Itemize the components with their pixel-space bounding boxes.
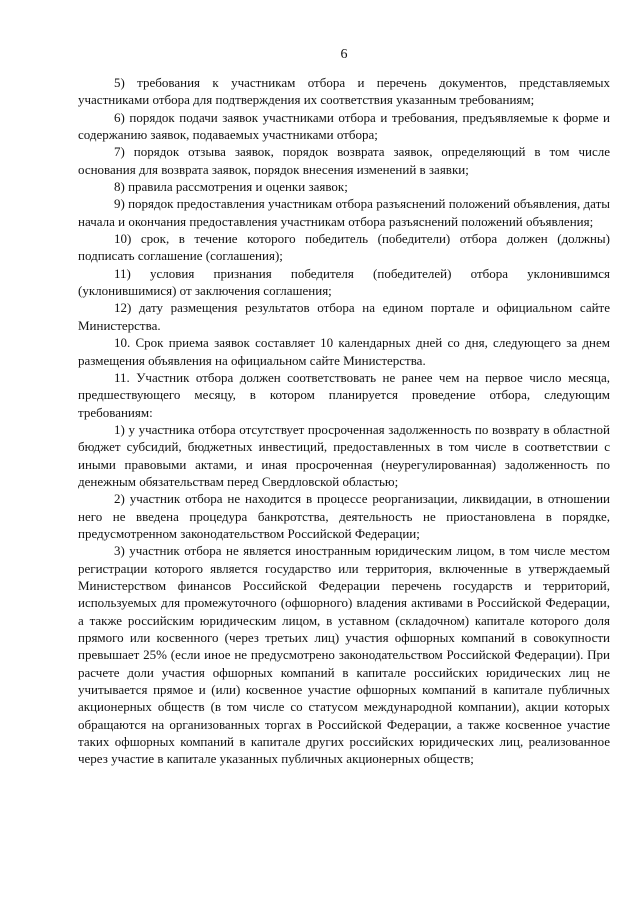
paragraph-item-8: 8) правила рассмотрения и оценки заявок; — [114, 179, 348, 195]
page-number: 6 — [340, 47, 348, 62]
paragraph-item-11: 11) условия признания победителя (победителей) отбора уклонившимся (уклонившимися) от заключения соглашения; — [78, 265, 610, 299]
document-page — [78, 0, 610, 768]
requirement-3: 3) участник отбора не является иностранным юридическим лицом, в том числе местом регистрации которого является государство или территория, включенные в утверждаемый Министерством финансов Российской Федерации перечень государств и территорий, используемых для промежуточного (офшорного) владения активами в Российской Федерации, а также российским юридическим лицом, в уставном (складочном) капитале которого доля прямого или косвенного (через третьих лиц) участия офшорных компаний в совокупности превышает 25% (если иное не предусмотрено законодательством Российской Федерации). При расчете доли участия офшорных компаний в капитале российских юридических лиц не учитывается прямое и (или) косвенное участие офшорных компаний в капитале публичных акционерных обществ (в том числе со статусом международной компании), акции которых обращаются на организованных торгах в Российской Федерации, а также косвенное участие таких офшорных компаний в капитале других российских юридических лиц, реализованное через участие в капитале указанных публичных акционерных обществ; — [78, 543, 610, 767]
paragraph-item-6: 6) порядок подачи заявок участниками отбора и требования, предъявляемые к форме и содержанию заявок, подаваемых участниками отбора; — [78, 109, 610, 143]
paragraph-item-5: 5) требования к участникам отбора и перечень документов, представляемых участниками отбора для подтверждения их соответствия указанным требованиям; — [78, 75, 610, 108]
paragraph-item-7: 7) порядок отзыва заявок, порядок возврата заявок, определяющий в том числе основания для возврата заявок, порядок внесения изменений в заявки; — [78, 144, 610, 177]
requirement-1: 1) у участника отбора отсутствует просроченная задолженность по возврату в областной бюджет субсидий, бюджетных инвестиций, предоставленных в том числе в соответствии с иными правовыми актами, и иная просроченная (неурегулированная) задолженность по денежным обязательствам перед Свердловской областью; — [78, 421, 610, 489]
clause-11: 11. Участник отбора должен соответствовать не ранее чем на первое число месяца, предшествующего месяцу, в котором планируется проведение отбора, следующим требованиям: — [78, 369, 610, 420]
paragraph-item-9: 9) порядок предоставления участникам отбора разъяснений положений объявления, даты начала и окончания предоставления участникам отбора разъяснений положений объявления; — [78, 196, 610, 229]
paragraph-item-12: 12) дату размещения результатов отбора на едином портале и официальном сайте Министерства. — [78, 300, 610, 333]
paragraph-item-10: 10) срок, в течение которого победитель (победители) отбора должен (должны) подписать соглашение (соглашения); — [78, 231, 610, 264]
clause-10: 10. Срок приема заявок составляет 10 календарных дней со дня, следующего за днем размещения объявления на официальном сайте Министерства. — [78, 335, 610, 368]
requirement-2: 2) участник отбора не находится в процессе реорганизации, ликвидации, в отношении него не введена процедура банкротства, деятельность не приостановлена в порядке, предусмотренном законодательством Российской Федерации; — [78, 491, 610, 541]
